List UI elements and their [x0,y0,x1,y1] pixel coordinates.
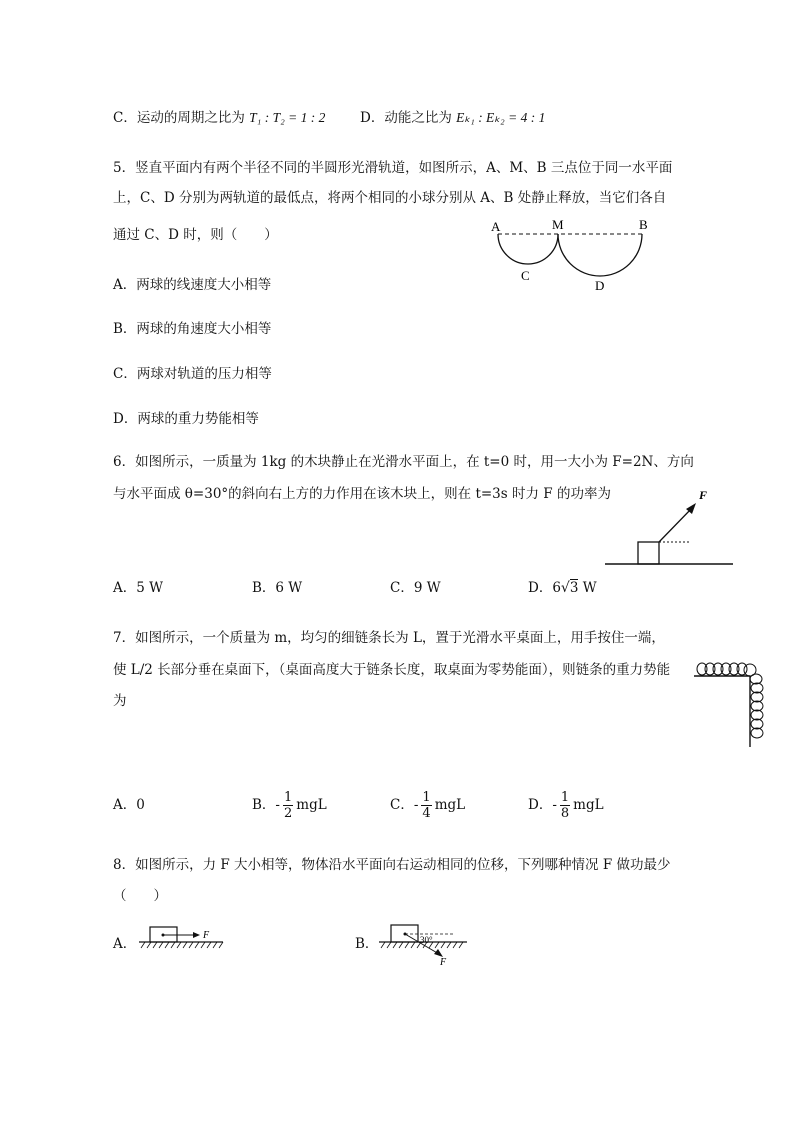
q7-stem-line2: 使 L/2 长部分垂在桌面下，（桌面高度大于链条长度，取桌面为零势能面），则链条的重力势能 [113,662,671,678]
q4-option-c [113,108,325,128]
q8-figure-b-angle: 30° [420,935,433,945]
q5-label-d: D [595,278,605,293]
q5-option-a: A．两球的线速度大小相等 [113,277,272,293]
q5-option-d: D．两球的重力势能相等 [113,411,259,427]
q6-option-d: D．6√3 W [528,580,597,596]
q5-option-b: B．两球的角速度大小相等 [113,321,272,337]
q4-option-d-formula: Eₖ₁ : Eₖ₂ = 4 : 1 [456,110,546,125]
q7-option-d-den: 8 [560,806,570,821]
q5-stem-line1: 5．竖直平面内有两个半径不同的半圆形光滑轨道，如图所示，A、M、B 三点位于同一水平面 [113,160,673,176]
q7-option-c [390,782,465,828]
q6-force-figure [603,484,738,574]
q7-stem-line3: 为 [113,693,127,709]
q5-stem-line2: 上，C、D 分别为两轨道的最低点，将两个相同的小球分别从 A、B 处静止释放，当它们各自 [113,190,667,206]
q8-option-b: B． [355,936,379,952]
q7-stem-line1: 7．如图所示，一个质量为 m，均匀的细链条长为 L，置于光滑水平桌面上，用手按住一端， [113,630,665,646]
q8-option-a: A． [113,936,137,952]
q4-option-d [360,108,545,128]
q5-track-figure [488,214,668,294]
q6-force-label: F [699,488,708,502]
q6-option-d-unit: W [582,580,597,596]
q6-option-d-prefix: D．6 [528,580,561,596]
q8-figure-b [377,922,472,967]
q8-figure-a-force: F [203,930,210,941]
q4-option-c-label: C．运动的周期之比为 [113,110,245,126]
q8-figure-b-force: F [440,957,447,968]
q6-stem-line2: 与水平面成 θ=30°的斜向右上方的力作用在该木块上，则在 t=3s 时力 F 的功率为 [113,486,611,502]
q7-option-a: A．0 [113,797,145,813]
q7-option-c-prefix: C．- [390,797,419,813]
q5-label-m: M [552,217,564,232]
q8-stem-line1: 8．如图所示，力 F 大小相等，物体沿水平面向右运动相同的位移，下列哪种情况 F 做功最少 [113,857,671,873]
q7-option-d [528,782,604,828]
q8-stem-line2: （ ） [113,888,167,904]
q5-option-c: C．两球对轨道的压力相等 [113,366,272,382]
q7-option-c-den: 4 [422,806,431,821]
q7-option-d-prefix: D．- [528,797,557,813]
q7-option-b-num: 1 [283,790,293,805]
q5-label-c: C [521,268,530,283]
q7-option-b [252,782,327,828]
q7-option-c-num: 1 [422,790,431,805]
q5-label-a: A [491,219,501,234]
q7-option-c-unit: mgL [434,797,466,813]
q6-option-c: C．9 W [390,580,441,596]
q7-option-b-unit: mgL [296,797,327,813]
q7-option-b-prefix: B．- [252,797,280,813]
q6-option-a: A．5 W [113,580,164,596]
q7-option-d-num: 1 [560,790,570,805]
q6-option-d-root: 3 [569,580,579,596]
q8-figure-a [137,922,227,952]
q4-option-d-label: D．动能之比为 [360,110,452,126]
q7-option-b-den: 2 [283,806,293,821]
q5-label-b: B [639,217,648,232]
q7-chain-figure [694,659,769,749]
q6-option-b: B．6 W [252,580,303,596]
q4-option-c-formula: T₁ : T₂ = 1 : 2 [249,110,326,125]
q6-stem-line1: 6．如图所示，一质量为 1kg 的木块静止在光滑水平面上，在 t=0 时，用一大小为 F=2N、方向 [113,454,694,470]
q5-stem-line3: 通过 C、D 时，则（ ） [113,227,278,243]
q7-option-d-unit: mgL [573,797,604,813]
